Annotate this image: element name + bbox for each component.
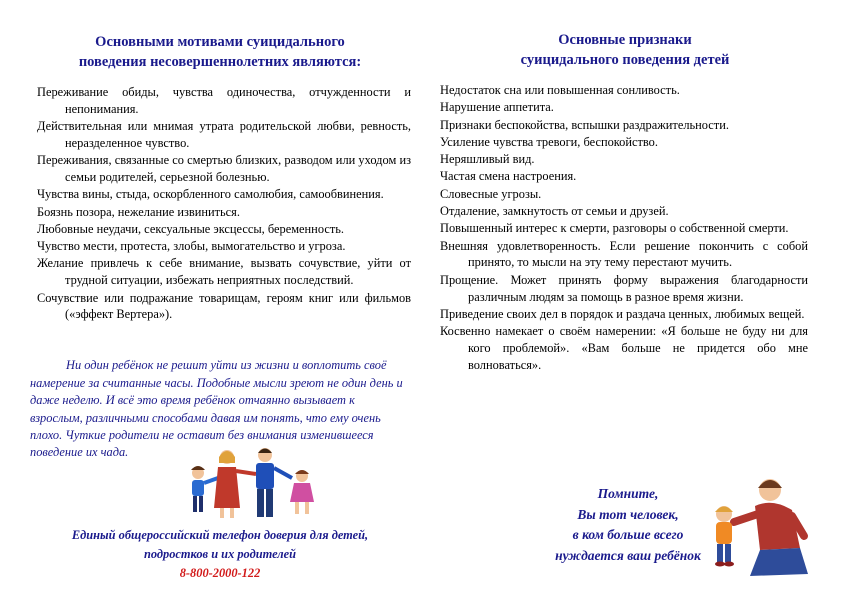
motive-item: Чувство мести, протеста, злобы, вымогательство и угроза. [37, 239, 346, 254]
motive-item: Сочувствие или подражание товарищам, героям книг или фильмов («эффект Вертера»). [37, 290, 411, 322]
motive-item: Желание привлечь к себе внимание, вызвать сочувствие, уйти от трудной ситуации, избежать неприятных последствий. [37, 256, 411, 288]
sign-item: Частая смена настроения. [440, 169, 577, 184]
sign-item: Повышенный интерес к смерти, разговоры о собственной смерти. [440, 221, 789, 236]
motive-item: Переживание обиды, чувства одиночества, отчужденности и непонимания. [37, 85, 411, 116]
hotline-block [30, 526, 410, 583]
motives-list [37, 84, 411, 324]
remember-line-2: Вы тот человек, [577, 506, 679, 522]
quote-paragraph: Ни один ребёнок не решит уйти из жизни и воплотить своё намерение за считанные часы. Подобные мысли зреют не один день и даже неделю. И всё это время ребёнок отчаянно вызывает к взрослым, различными способами давая им понять, что ему очень плохо. Чуткие родители не оставит без внимания изменившееся поведение их чада. [30, 358, 403, 460]
sign-item: Неряшливый вид. [440, 152, 535, 167]
signs-list [440, 82, 808, 374]
hotline-line-1: Единый общероссийский телефон доверия для детей, [71, 528, 369, 542]
sign-item: Отдаление, замкнутость от семьи и друзей. [440, 204, 669, 219]
sign-item: Внешняя удовлетворенность. Если решение покончить с собой принято, то мысли на эту тему перестают мучить. [440, 238, 808, 270]
motive-item: Действительная или мнимая утрата родительской любви, ревность, неразделенное чувство. [37, 119, 411, 150]
right-heading-line-1: Основные признаки [558, 32, 692, 48]
left-heading [30, 32, 410, 72]
right-heading [440, 30, 810, 70]
motive-item: Чувства вины, стыда, оскорбленного самолюбия, самообвинения. [37, 187, 384, 202]
sign-item: Признаки беспокойства, вспышки раздражительности. [440, 117, 729, 132]
sign-item: Приведение своих дел в порядок и раздача ценных, любимых вещей. [440, 306, 805, 321]
left-heading-line-1: Основными мотивами суицидального [95, 34, 345, 50]
motive-item: Переживания, связанные со смертью близких, разводом или уходом из семьи родителей, серьезной болезнью. [37, 153, 411, 184]
motive-item: Любовные неудачи, сексуальные эксцессы, беременность. [37, 221, 344, 236]
parent-child-illustration [700, 470, 822, 582]
sign-item: Недостаток сна или повышенная сонливость. [440, 83, 680, 97]
hotline-line-2: подростков и их родителей [143, 547, 297, 561]
sign-item: Прощение. Может принять форму выражения благодарности различным людям за помощь в разное время жизни. [440, 272, 808, 304]
remember-line-4: нуждается ваш ребёнок [555, 547, 701, 563]
right-heading-line-2: суицидального поведения детей [520, 52, 730, 68]
family-illustration [180, 440, 330, 522]
sign-item: Нарушение аппетита. [440, 100, 554, 115]
sign-item: Усиление чувства тревоги, беспокойство. [440, 134, 658, 149]
remember-line-3: в ком больше всего [572, 527, 684, 542]
remember-block [528, 484, 728, 566]
sign-item: Словесные угрозы. [440, 186, 542, 201]
motive-item: Боязнь позора, нежелание извиниться. [37, 204, 240, 219]
left-heading-line-2: поведения несовершеннолетних являются: [78, 54, 362, 70]
sign-item: Косвенно намекает о своём намерении: «Я больше не буду ни для кого проблемой». «Вам больше не придется обо мне волноваться». [440, 324, 808, 372]
hotline-phone: 8-800-2000-122 [179, 566, 261, 580]
remember-line-1: Помните, [597, 486, 659, 501]
